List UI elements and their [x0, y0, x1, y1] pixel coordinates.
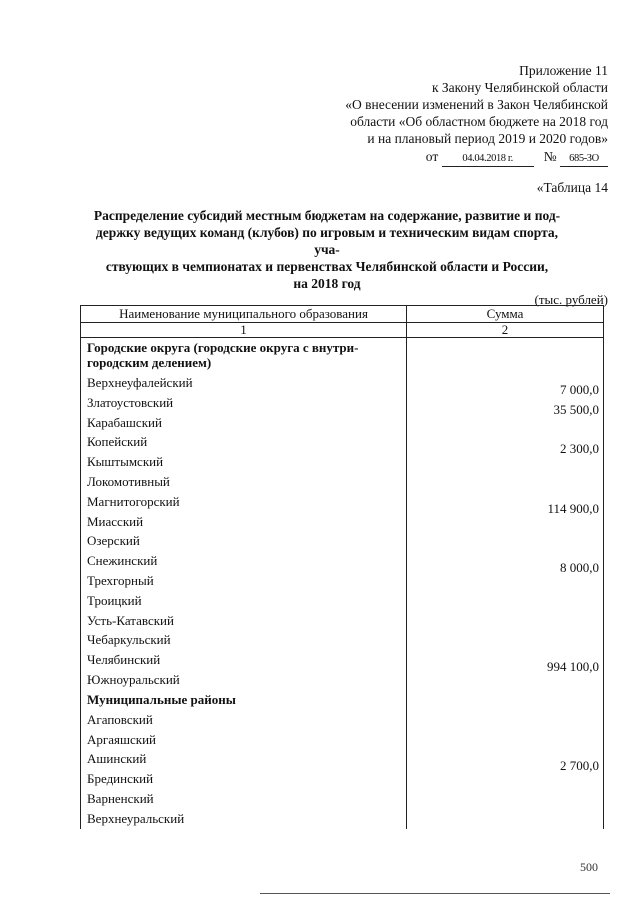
table-row-name: Варненский — [87, 790, 154, 806]
header-line: к Закону Челябинской области — [431, 80, 608, 95]
ot-label: от — [425, 149, 439, 164]
title-line: на 2018 год — [293, 276, 361, 291]
title-line: Распределение субсидий местным бюджетам на содержание, развитие и под- — [93, 208, 561, 223]
units-label: (тыс. рублей) — [534, 292, 608, 307]
section-heading: Городские округа (городские округа с внутри-городским делением) — [87, 340, 359, 370]
table-row-name: Кыштымский — [87, 454, 164, 470]
table-row-amount: 114 900,0 — [547, 500, 599, 516]
table-row-name: Агаповский — [87, 711, 153, 727]
appendix-header — [278, 62, 608, 167]
title-line: ствующих в чемпионатах и первенствах Челябинской области и России, — [105, 259, 549, 274]
table-row-name: Троицкий — [87, 592, 142, 608]
table-row-amount: 2 700,0 — [560, 758, 599, 774]
table-row-name: Снежинский — [87, 553, 158, 569]
table-body-section-2 — [81, 690, 603, 829]
table-row-amount: 2 300,0 — [560, 441, 599, 457]
header-line: Приложение 11 — [519, 63, 608, 78]
document-title — [84, 207, 570, 292]
table-row-name: Южноуральский — [87, 671, 180, 687]
amounts-column — [407, 338, 603, 690]
table-row-name: Чебаркульский — [87, 632, 171, 648]
header-line: и на плановый период 2019 и 2020 годов» — [367, 131, 608, 146]
table-row-name: Трехгорный — [87, 572, 154, 588]
table-row-name: Ашинский — [87, 751, 147, 767]
column-header-amount: Сумма — [486, 306, 524, 321]
column-number-1: 1 — [81, 323, 407, 337]
amounts-column — [407, 690, 603, 829]
table-row-name: Усть-Катавский — [87, 612, 174, 628]
title-line: держку ведущих команд (клубов) по игровым и техническим видам спорта, уча- — [95, 225, 559, 257]
table-row-amount: 8 000,0 — [560, 560, 599, 576]
column-number-2: 2 — [501, 322, 509, 337]
number-label: № — [543, 149, 557, 164]
subsidy-table — [80, 305, 604, 829]
decree-reference — [278, 148, 608, 167]
table-row-name: Верхнеуфалейский — [87, 375, 193, 390]
section-heading: Муниципальные районы — [87, 691, 236, 707]
decree-date: 04.04.2018 г. — [442, 152, 534, 167]
table-row-name: Копейский — [87, 434, 148, 450]
header-line: «О внесении изменений в Закон Челябинской — [345, 97, 608, 112]
names-column — [81, 690, 407, 829]
page-number: 500 — [580, 860, 598, 874]
table-row-name: Верхнеуральский — [87, 810, 185, 826]
table-label: «Таблица 14 — [536, 180, 608, 195]
bottom-divider — [260, 893, 610, 894]
header-line: области «Об областном бюджете на 2018 год — [350, 114, 608, 129]
table-row-name: Брединский — [87, 771, 154, 787]
table-row-name: Карабашский — [87, 414, 162, 430]
names-column — [81, 338, 407, 690]
table-row-name: Озерский — [87, 533, 140, 549]
table-row-name: Аргаяшский — [87, 731, 156, 747]
table-header-row — [81, 305, 603, 323]
table-row-name: Миасский — [87, 513, 144, 529]
table-row-amount: 994 100,0 — [547, 659, 599, 675]
column-header-name: Наименование муниципального образования — [81, 306, 407, 322]
table-row-name: Локомотивный — [87, 473, 170, 489]
table-row-name: Челябинский — [87, 652, 161, 668]
table-row-name: Златоустовский — [87, 394, 174, 410]
table-body-section-1 — [81, 338, 603, 690]
column-number-row — [81, 323, 603, 338]
table-row-name: Магнитогорский — [87, 493, 180, 509]
table-row-amount: 7 000,0 — [560, 382, 599, 397]
table-row-amount: 35 500,0 — [553, 401, 599, 417]
decree-number: 685-ЗО — [560, 152, 608, 167]
